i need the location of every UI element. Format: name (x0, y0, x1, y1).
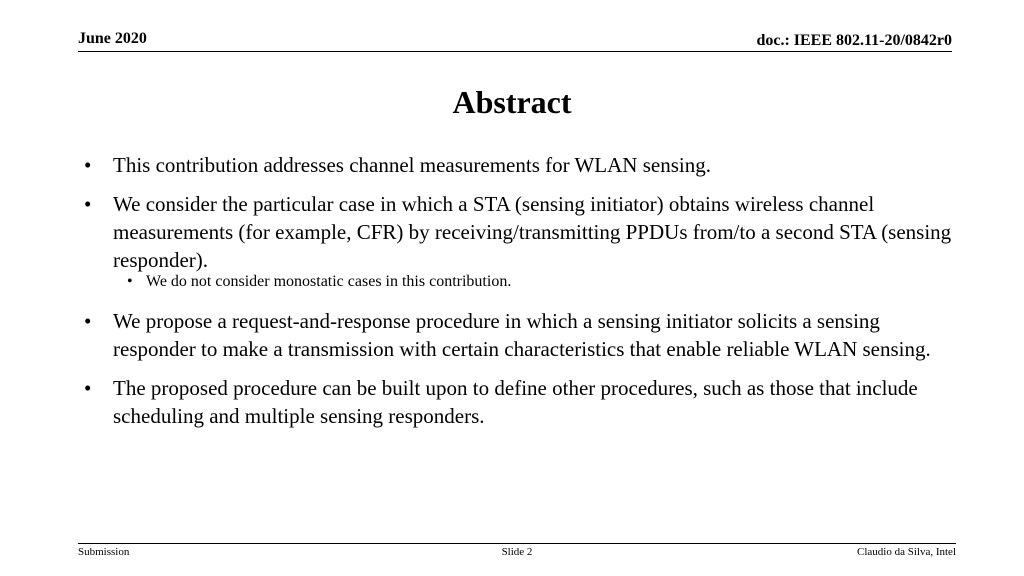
bullet-dot-icon: • (84, 309, 92, 333)
slide-body (84, 151, 964, 441)
bullet-text: The proposed procedure can be built upon to define other procedures, such as those that include scheduling and multiple sensing responders. (113, 376, 918, 428)
bullet-dot-icon: • (84, 376, 92, 400)
sub-bullet-item (84, 271, 964, 293)
slide-number: Slide 2 (501, 546, 533, 558)
bullet-dot-icon: • (84, 192, 92, 216)
document-id: doc.: IEEE 802.11-20/0842r0 (756, 32, 952, 49)
bullet-item (84, 190, 964, 274)
header-date: June 2020 (78, 30, 147, 47)
bullet-item (84, 374, 964, 430)
bullet-item (84, 151, 964, 179)
bullet-dot-icon: • (84, 153, 92, 177)
footer-author: Claudio da Silva, Intel (857, 546, 956, 558)
bullet-text: We propose a request-and-response procedure in which a sensing initiator solicits a sensing responder to make a transmission with certain characteristics that enable reliable WLAN sensing. (113, 309, 931, 361)
footer-divider (78, 543, 956, 544)
bullet-dot-icon: • (127, 273, 133, 290)
bullet-item (84, 307, 964, 363)
bullet-text: We consider the particular case in which a STA (sensing initiator) obtains wireless channel measurements (for example, CFR) by receiving/transmitting PPDUs from/to a second STA (sensing responder). (113, 192, 952, 272)
bullet-text: This contribution addresses channel measurements for WLAN sensing. (113, 153, 711, 177)
footer-submission: Submission (78, 546, 130, 558)
slide-title: Abstract (452, 84, 572, 120)
sub-bullet-text: We do not consider monostatic cases in this contribution. (146, 273, 512, 290)
header-divider (78, 51, 952, 52)
